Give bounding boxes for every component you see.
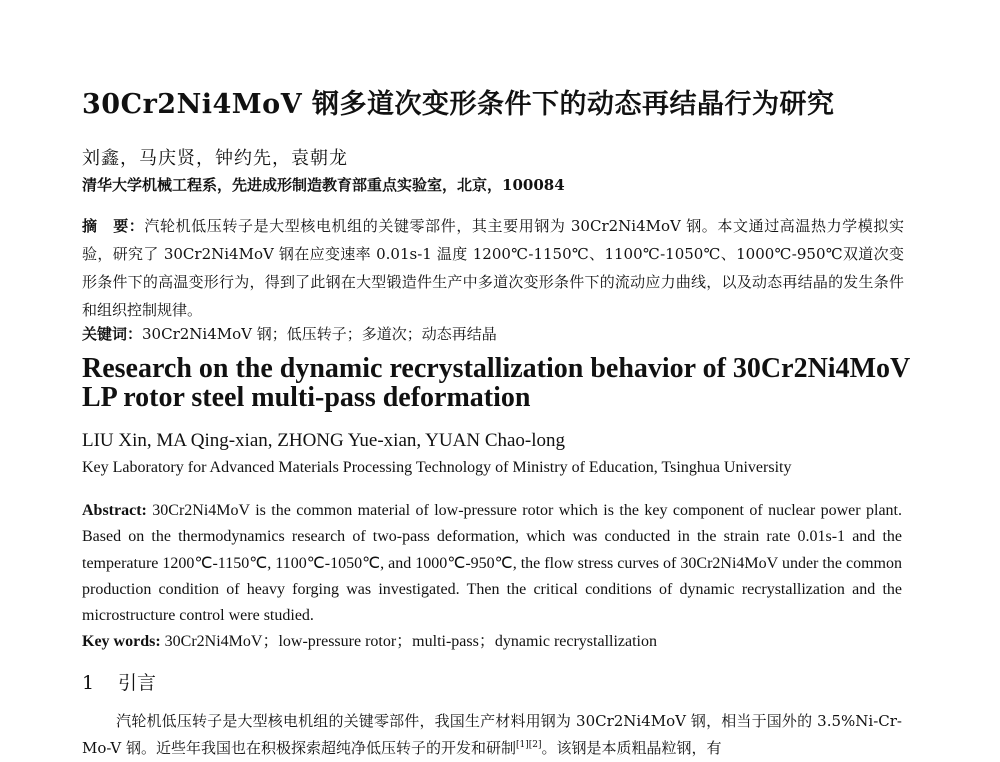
abstract-en-label: Abstract: xyxy=(82,502,147,519)
keywords-en-label: Key words: xyxy=(82,633,161,650)
affiliation-cn: 清华大学机械工程系，先进成形制造教育部重点实验室，北京，100084 xyxy=(82,176,565,194)
authors-en: LIU Xin, MA Qing-xian, ZHONG Yue-xian, YUAN Chao-long xyxy=(82,430,566,451)
paper-title-en: Research on the dynamic recrystallization behavior of 30Cr2Ni4MoV LP rotor steel multi-pass deformation xyxy=(82,353,910,413)
paper-title-cn: 30Cr2Ni4MoV 钢多道次变形条件下的动态再结晶行为研究 xyxy=(82,89,835,120)
keywords-en xyxy=(82,628,657,651)
abstract-cn-text: 汽轮机低压转子是大型核电机组的关键零部件，其主要用钢为 30Cr2Ni4MoV 钢。本文通过高温热力学模拟实验，研究了 30Cr2Ni4MoV 钢在应变速率 0.01s-1 温度 1200℃-1150℃、1100℃-1050℃、1000℃-950℃双道次变形条件下的高温变形行为，得到了此钢在大型锻造件生产中多道次变形条件下的流动应力曲线，以及动态再结晶的发生条件和组织控制规律。 xyxy=(82,217,904,319)
keywords-cn xyxy=(82,323,497,344)
authors-cn: 刘鑫，马庆贤，钟约先，袁朝龙 xyxy=(82,148,348,169)
keywords-en-text: 30Cr2Ni4MoV；low-pressure rotor；multi-pass；dynamic recrystallization xyxy=(160,633,658,650)
abstract-en xyxy=(82,498,902,629)
intro-text-2: 。该钢是本质粗晶粒钢，有 xyxy=(541,739,722,757)
section-title: 引言 xyxy=(118,672,157,694)
section-number: 1 xyxy=(82,672,95,694)
intro-paragraph xyxy=(82,708,902,762)
affiliation-en: Key Laboratory for Advanced Materials Processing Technology of Ministry of Education, Tsinghua University xyxy=(82,459,792,476)
abstract-cn-label: 摘 要： xyxy=(82,217,145,235)
intro-text-1: 汽轮机低压转子是大型核电机组的关键零部件，我国生产材料用钢为 30Cr2Ni4MoV 钢，相当于国外的 3.5%Ni-Cr-Mo-V 钢。近些年我国也在积极探索超纯净低压转子的开发和研制 xyxy=(82,712,902,757)
keywords-cn-text: 30Cr2Ni4MoV 钢；低压转子；多道次；动态再结晶 xyxy=(142,325,497,343)
section-heading xyxy=(82,668,156,695)
citation-ref[interactable]: [1][2] xyxy=(515,740,542,750)
abstract-cn xyxy=(82,212,904,324)
abstract-en-text: 30Cr2Ni4MoV is the common material of low-pressure rotor which is the key component of nuclear power plant. Based on the thermodynamics research of two-pass deformation, which was conducted in the strain rate 0.01s-1 and the temperature 1200℃-1150℃, 1100℃-1050℃, and 1000℃-950℃, the flow stress curves of 30Cr2Ni4MoV under the common production condition of heavy forging was investigated. Then the critical conditions of dynamic recrystallization and the microstructure control were studied. xyxy=(82,502,902,625)
keywords-cn-label: 关键词： xyxy=(82,325,143,343)
